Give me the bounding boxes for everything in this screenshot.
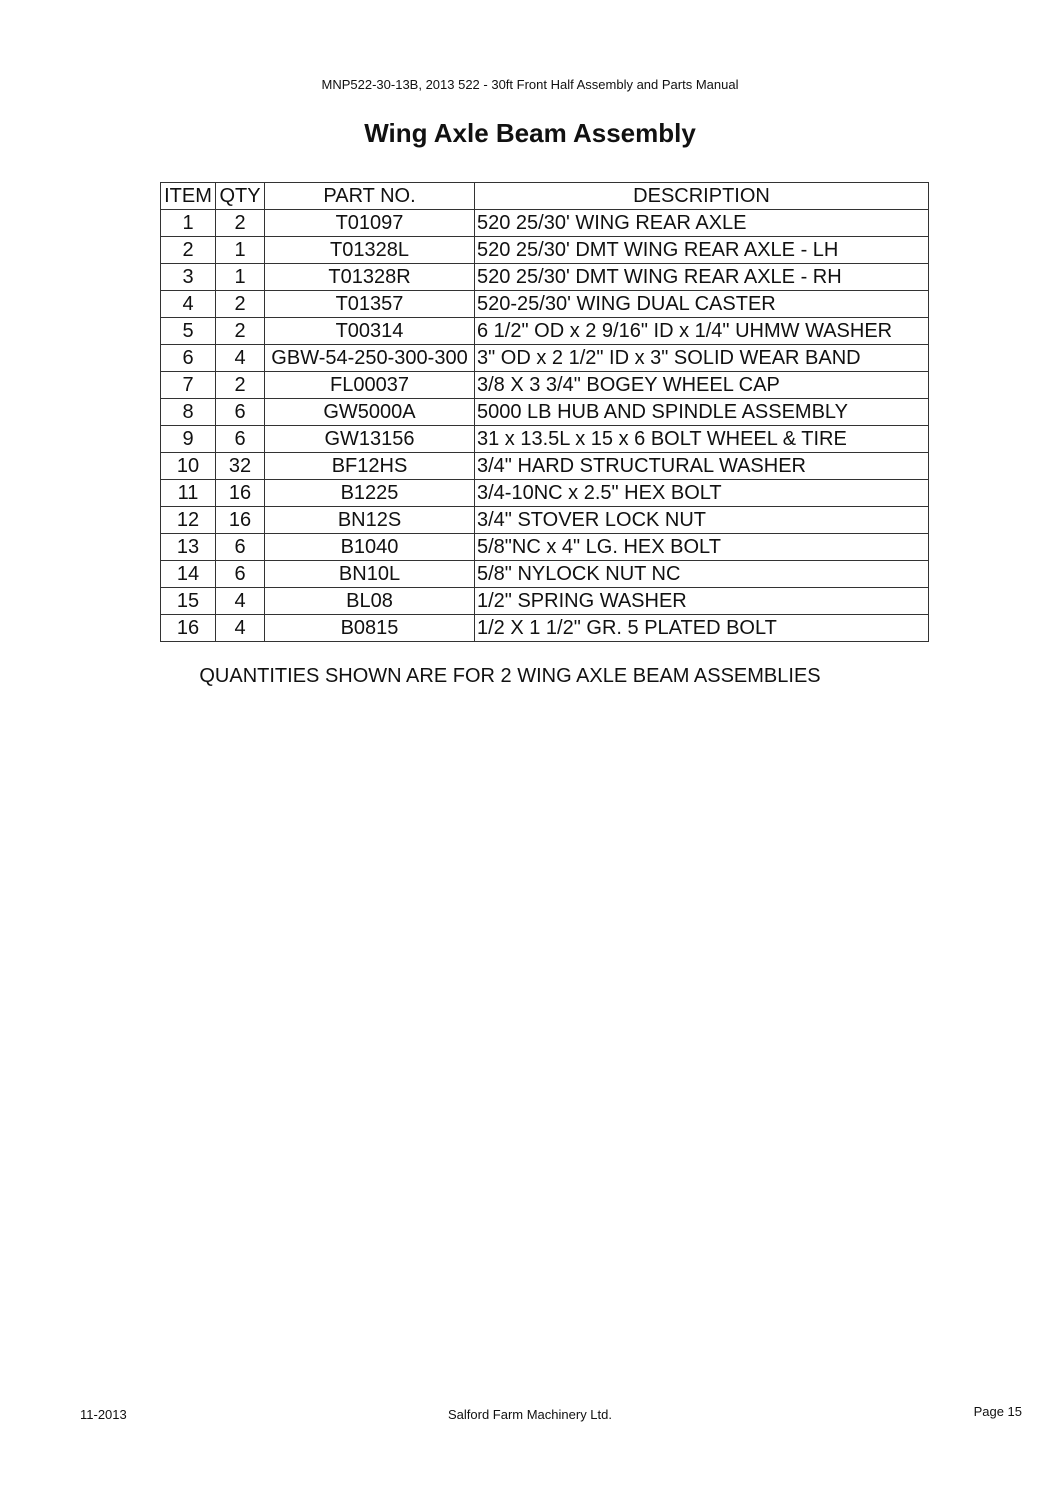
description-cell: 5/8" NYLOCK NUT NC xyxy=(475,561,929,588)
page-title: Wing Axle Beam Assembly xyxy=(364,118,696,148)
qty-cell: 4 xyxy=(216,615,265,642)
qty-cell: 16 xyxy=(216,507,265,534)
description-cell: 520 25/30' WING REAR AXLE xyxy=(475,210,929,237)
manual-header: MNP522-30-13B, 2013 522 - 30ft Front Half Assembly and Parts Manual xyxy=(321,77,739,92)
item-cell: 9 xyxy=(161,426,216,453)
qty-cell: 6 xyxy=(216,426,265,453)
description-cell: 3" OD x 2 1/2" ID x 3" SOLID WEAR BAND xyxy=(475,345,929,372)
description-cell: 3/4" HARD STRUCTURAL WASHER xyxy=(475,453,929,480)
item-cell: 6 xyxy=(161,345,216,372)
description-cell: 5000 LB HUB AND SPINDLE ASSEMBLY xyxy=(475,399,929,426)
description-cell: 520 25/30' DMT WING REAR AXLE - RH xyxy=(475,264,929,291)
description-cell: 3/8 X 3 3/4" BOGEY WHEEL CAP xyxy=(475,372,929,399)
table-row xyxy=(161,210,929,237)
table-row xyxy=(161,615,929,642)
description-cell: 1/2 X 1 1/2" GR. 5 PLATED BOLT xyxy=(475,615,929,642)
qty-cell: 16 xyxy=(216,480,265,507)
item-cell: 4 xyxy=(161,291,216,318)
table-row xyxy=(161,318,929,345)
table-row xyxy=(161,453,929,480)
item-cell: 2 xyxy=(161,237,216,264)
item-cell: 3 xyxy=(161,264,216,291)
part-no-cell: T00314 xyxy=(265,318,475,345)
qty-cell: 6 xyxy=(216,399,265,426)
part-no-cell: T01328L xyxy=(265,237,475,264)
table-row xyxy=(161,372,929,399)
column-header-item: ITEM xyxy=(161,183,216,210)
qty-cell: 2 xyxy=(216,372,265,399)
column-header-part-no: PART NO. xyxy=(265,183,475,210)
qty-cell: 2 xyxy=(216,210,265,237)
part-no-cell: FL00037 xyxy=(265,372,475,399)
item-cell: 16 xyxy=(161,615,216,642)
parts-table xyxy=(160,182,929,642)
footer-company: Salford Farm Machinery Ltd. xyxy=(447,1407,612,1422)
table-row xyxy=(161,507,929,534)
item-cell: 11 xyxy=(161,480,216,507)
table-row xyxy=(161,426,929,453)
item-cell: 13 xyxy=(161,534,216,561)
part-no-cell: GW5000A xyxy=(265,399,475,426)
description-cell: 5/8"NC x 4" LG. HEX BOLT xyxy=(475,534,929,561)
description-cell: 3/4-10NC x 2.5" HEX BOLT xyxy=(475,480,929,507)
description-cell: 31 x 13.5L x 15 x 6 BOLT WHEEL & TIRE xyxy=(475,426,929,453)
table-row xyxy=(161,561,929,588)
item-cell: 5 xyxy=(161,318,216,345)
quantities-note: QUANTITIES SHOWN ARE FOR 2 WING AXLE BEAM ASSEMBLIES xyxy=(199,665,821,687)
part-no-cell: B1040 xyxy=(265,534,475,561)
part-no-cell: BF12HS xyxy=(265,453,475,480)
part-no-cell: T01328R xyxy=(265,264,475,291)
part-no-cell: GW13156 xyxy=(265,426,475,453)
part-no-cell: T01357 xyxy=(265,291,475,318)
table-row xyxy=(161,345,929,372)
column-header-qty: QTY xyxy=(216,183,265,210)
qty-cell: 4 xyxy=(216,588,265,615)
description-cell: 1/2" SPRING WASHER xyxy=(475,588,929,615)
qty-cell: 4 xyxy=(216,345,265,372)
footer-page-number: Page 15 xyxy=(973,1404,1022,1419)
qty-cell: 1 xyxy=(216,264,265,291)
part-no-cell: BN10L xyxy=(265,561,475,588)
part-no-cell: GBW-54-250-300-300 xyxy=(265,345,475,372)
table-row xyxy=(161,534,929,561)
part-no-cell: B0815 xyxy=(265,615,475,642)
item-cell: 15 xyxy=(161,588,216,615)
description-cell: 3/4" STOVER LOCK NUT xyxy=(475,507,929,534)
item-cell: 8 xyxy=(161,399,216,426)
part-no-cell: B1225 xyxy=(265,480,475,507)
part-no-cell: BN12S xyxy=(265,507,475,534)
parts-table-body xyxy=(161,210,929,642)
table-row xyxy=(161,291,929,318)
qty-cell: 6 xyxy=(216,534,265,561)
item-cell: 1 xyxy=(161,210,216,237)
column-header-description: DESCRIPTION xyxy=(475,183,929,210)
part-no-cell: T01097 xyxy=(265,210,475,237)
table-row xyxy=(161,399,929,426)
item-cell: 14 xyxy=(161,561,216,588)
qty-cell: 2 xyxy=(216,291,265,318)
table-row xyxy=(161,588,929,615)
part-no-cell: BL08 xyxy=(265,588,475,615)
description-cell: 6 1/2" OD x 2 9/16" ID x 1/4" UHMW WASHER xyxy=(475,318,929,345)
table-row xyxy=(161,480,929,507)
table-header-row xyxy=(161,183,929,210)
item-cell: 10 xyxy=(161,453,216,480)
qty-cell: 6 xyxy=(216,561,265,588)
footer-date: 11-2013 xyxy=(80,1407,127,1422)
qty-cell: 2 xyxy=(216,318,265,345)
description-cell: 520-25/30' WING DUAL CASTER xyxy=(475,291,929,318)
item-cell: 7 xyxy=(161,372,216,399)
qty-cell: 32 xyxy=(216,453,265,480)
description-cell: 520 25/30' DMT WING REAR AXLE - LH xyxy=(475,237,929,264)
table-row xyxy=(161,237,929,264)
table-row xyxy=(161,264,929,291)
qty-cell: 1 xyxy=(216,237,265,264)
item-cell: 12 xyxy=(161,507,216,534)
